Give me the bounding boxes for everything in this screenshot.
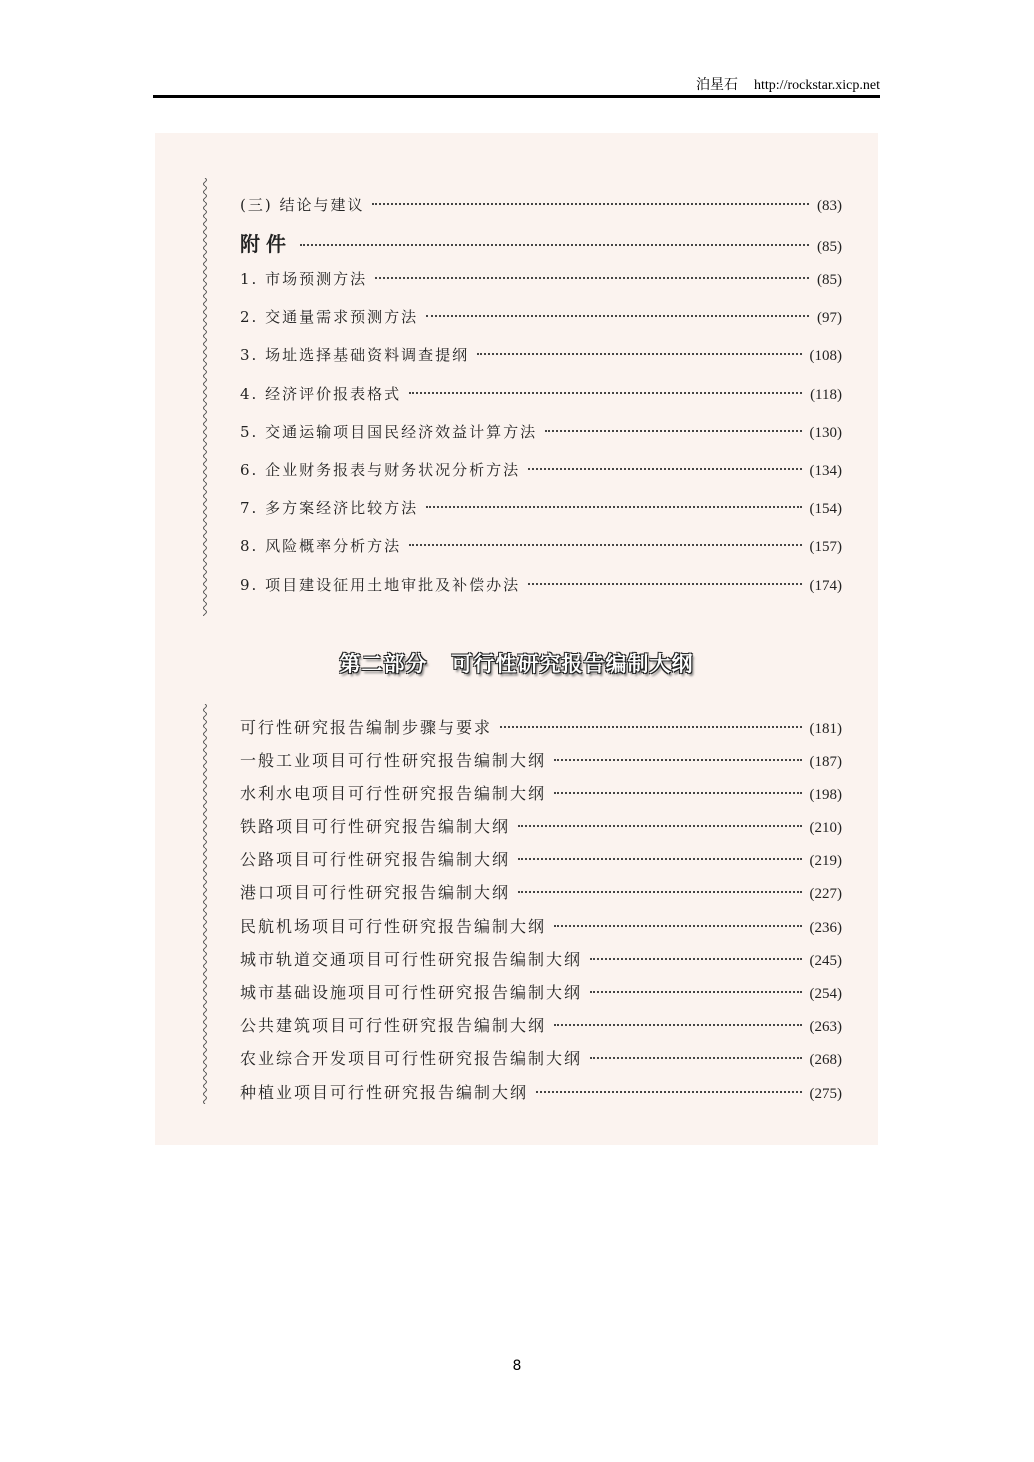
toc-entry-page: (198)	[809, 787, 842, 803]
toc-entry-title: 可行性研究报告编制步骤与要求	[240, 718, 493, 737]
toc-entry	[240, 748, 842, 771]
dot-leader	[500, 726, 801, 728]
toc-entry-title: 5. 交通运输项目国民经济效益计算方法	[240, 423, 538, 441]
toc-entry-page: (134)	[809, 463, 842, 479]
toc-entry-page: (254)	[809, 986, 842, 1002]
toc-entry-title: 港口项目可行性研究报告编制大纲	[240, 883, 511, 902]
toc-entry	[240, 781, 842, 804]
toc-entry	[240, 459, 842, 480]
wavy-margin-rule	[201, 704, 209, 1104]
dot-leader	[528, 583, 801, 585]
toc-entry	[240, 194, 842, 215]
toc-entry-title: 8. 风险概率分析方法	[240, 537, 402, 555]
toc-entry	[240, 421, 842, 442]
toc-entry-title: 3. 场址选择基础资料调查提纲	[240, 346, 470, 364]
toc-entry-title: 种植业项目可行性研究报告编制大纲	[240, 1083, 529, 1102]
toc-entry-title: 2. 交通量需求预测方法	[240, 308, 419, 326]
toc-entry-page: (268)	[809, 1052, 842, 1068]
toc-entry-title: 城市基础设施项目可行性研究报告编制大纲	[240, 983, 583, 1002]
toc-entry-page: (83)	[817, 198, 842, 214]
toc-entry	[240, 1046, 842, 1069]
toc-entry-title: 公共建筑项目可行性研究报告编制大纲	[240, 1016, 547, 1035]
toc-entry	[240, 306, 842, 327]
toc-entry	[240, 535, 842, 556]
toc-entry-page: (154)	[809, 501, 842, 517]
dot-leader	[554, 925, 801, 927]
toc-entry	[240, 574, 842, 595]
toc-entry-title: 4. 经济评价报表格式	[240, 385, 402, 403]
toc-entry-title: 7. 多方案经济比较方法	[240, 499, 419, 517]
toc-entry	[240, 715, 842, 738]
toc-entry	[240, 383, 842, 404]
dot-leader	[409, 544, 801, 546]
toc-entry	[240, 947, 842, 970]
header-rule	[153, 95, 880, 98]
toc-entry-page: (118)	[810, 387, 842, 403]
toc-entry-page: (245)	[809, 953, 842, 969]
dot-leader	[477, 353, 801, 355]
toc-entry-title: 城市轨道交通项目可行性研究报告编制大纲	[240, 950, 583, 969]
toc-entry-page: (174)	[809, 578, 842, 594]
wavy-margin-rule	[201, 178, 209, 616]
toc-entry	[240, 914, 842, 937]
toc-entry-page: (181)	[809, 721, 842, 737]
dot-leader	[528, 468, 801, 470]
toc-entry-page: (85)	[817, 239, 842, 255]
toc-entry	[240, 814, 842, 837]
dot-leader	[409, 392, 802, 394]
dot-leader	[300, 244, 809, 246]
part-label: 第二部分	[339, 652, 428, 676]
dot-leader	[590, 1057, 801, 1059]
part-title	[155, 648, 878, 678]
dot-leader	[518, 825, 801, 827]
toc-entry-page: (130)	[809, 425, 842, 441]
toc-entry	[240, 497, 842, 518]
site-url: http://rockstar.xicp.net	[754, 78, 880, 93]
toc-entry-title: 公路项目可行性研究报告编制大纲	[240, 850, 511, 869]
toc-entry-title: (三) 结论与建议	[240, 196, 365, 214]
toc-entry	[240, 1013, 842, 1036]
toc-entry-title: 1. 市场预测方法	[240, 270, 368, 288]
dot-leader	[536, 1091, 801, 1093]
toc-entry-title: 水利水电项目可行性研究报告编制大纲	[240, 784, 547, 803]
dot-leader	[518, 858, 801, 860]
dot-leader	[372, 203, 809, 205]
toc-entry	[240, 880, 842, 903]
dot-leader	[426, 315, 809, 317]
toc-entry-page: (85)	[817, 272, 842, 288]
page-header	[153, 74, 880, 96]
toc-entry-title: 附件	[240, 232, 292, 256]
toc-entry-page: (187)	[809, 754, 842, 770]
dot-leader	[375, 277, 809, 279]
toc-entry	[240, 980, 842, 1003]
dot-leader	[590, 991, 801, 993]
toc-entry	[240, 1080, 842, 1103]
toc-entry-title: 民航机场项目可行性研究报告编制大纲	[240, 917, 547, 936]
toc-entry-title: 农业综合开发项目可行性研究报告编制大纲	[240, 1049, 583, 1068]
toc-entry-page: (227)	[809, 886, 842, 902]
toc-entry-title: 一般工业项目可行性研究报告编制大纲	[240, 751, 547, 770]
dot-leader	[554, 759, 801, 761]
dot-leader	[426, 506, 801, 508]
dot-leader	[518, 891, 801, 893]
toc-entry	[240, 268, 842, 289]
dot-leader	[554, 1024, 801, 1026]
toc-entry-page: (219)	[809, 853, 842, 869]
toc-entry-title: 铁路项目可行性研究报告编制大纲	[240, 817, 511, 836]
dot-leader	[554, 792, 801, 794]
dot-leader	[590, 958, 801, 960]
toc-entry-page: (210)	[809, 820, 842, 836]
toc-entry-page: (263)	[809, 1019, 842, 1035]
toc-entry-page: (97)	[817, 310, 842, 326]
toc-entry-page: (236)	[809, 920, 842, 936]
toc-entry-page: (157)	[809, 539, 842, 555]
toc-entry-page: (108)	[809, 348, 842, 364]
toc-heading-appendix	[240, 228, 842, 257]
toc-entry-title: 9. 项目建设征用土地审批及补偿办法	[240, 576, 521, 594]
dot-leader	[545, 430, 801, 432]
toc-entry-title: 6. 企业财务报表与财务状况分析方法	[240, 461, 521, 479]
toc-entry-page: (275)	[809, 1086, 842, 1102]
page-number: 8	[512, 1358, 522, 1374]
toc-entry	[240, 847, 842, 870]
site-name: 泊星石	[696, 78, 739, 93]
toc-entry	[240, 344, 842, 365]
part-heading: 可行性研究报告编制大纲	[451, 652, 694, 676]
